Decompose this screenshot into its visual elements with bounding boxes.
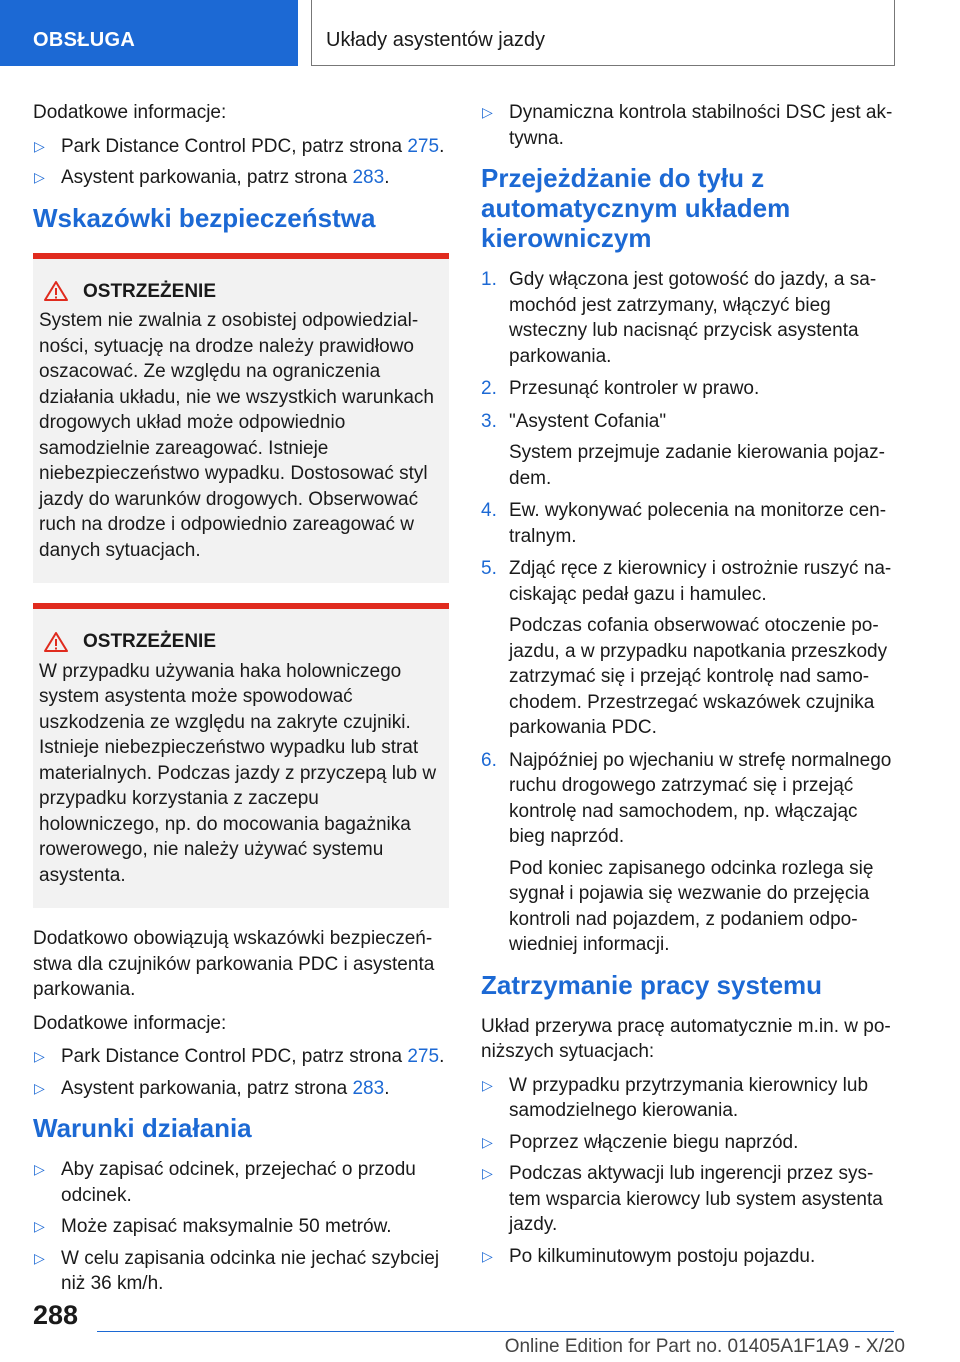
list-item: ▷ Asystent parkowania, patrz strona 283. [33,1076,449,1102]
list-item: ▷ Dynamiczna kontrola stabilności DSC jest aktywna. [482,102,893,149]
warning-text: W przypadku używania haka holowniczego system asystenta może spowodować uszkodzenia ze względu na zakryte czujniki. Istnieje niebezpieczeństwo wypadku lub strat materialnych. Podczas jazdy z przyczepą lub w przypadku korzystania z zaczepu holowniczego, np. do mocowania bagażnika rowerowego, nie należy używać systemu asystenta. [39,660,437,886]
warning-triangle-icon [43,631,69,653]
left-column [33,100,449,1305]
warning-triangle-icon [43,280,69,302]
conditions-heading: Warunki działania [33,1113,252,1143]
section-tab: OBSŁUGA [0,0,298,66]
page-link[interactable]: 283 [352,1077,385,1099]
warning-title: OSTRZEŻENIE [83,280,217,302]
footer-edition: Online Edition for Part no. 01405A1F1A9 - X/20 [504,1336,905,1357]
stop-heading: Zatrzymanie pracy systemu [481,969,823,1000]
list-item: ▷ Może zapisać maksymalnie 50 metrów. [33,1214,449,1240]
list-item: ▷ Po kilkuminutowym postoju pojazdu. [481,1244,897,1270]
warning-title-row [39,279,441,305]
info-list-1 [33,134,449,191]
page-header [0,0,960,66]
bullet-triangle-icon: ▷ [34,1218,45,1234]
bullet-triangle-icon: ▷ [482,104,493,120]
step-note: Pod koniec zapisanego odcinka rozlega się sygnał i pojawia się wezwanie do przejęcia kontroli nad pojazdem, z podaniem odpowiedniej informacji. [509,857,874,955]
step-item: 4. Ew. wykonywać polecenia na monitorze centralnym. [481,500,887,547]
stop-list [481,1073,897,1270]
bullet-triangle-icon: ▷ [482,1165,493,1181]
warning-title-row [39,629,441,655]
step-item: 5. Zdjąć ręce z kierownicy i ostrożnie ruszyć naciskając pedał gazu i hamulec. Podczas cofania obserwować otoczenie pojazdu, a w przypadku napotkania przeszkody zatrzymać się i przejąć kontrolę nad samochodem. Przestrzegać wskazówek czujnika parkowania PDC. [481,556,897,741]
conditions-list [33,1157,449,1297]
extra-safety-text: Dodatkowo obowiązują wskazówki bezpieczeństwa dla czujników parkowania PDC i asystenta parkowania. [33,928,435,1000]
list-item: ▷ Park Distance Control PDC, patrz strona 275. [33,1044,449,1070]
page-link[interactable]: 275 [407,1046,440,1067]
list-item: ▷ W przypadku przytrzymania kierownicy lub samodzielnego kierowania. [482,1074,869,1121]
stop-intro: Układ przerywa pracę automatycznie m.in. w poniższych sytuacjach: [481,1015,891,1062]
list-item: ▷ Asystent parkowania, patrz strona 283. [33,165,449,191]
page-link[interactable]: 275 [407,135,440,157]
bullet-triangle-icon: ▷ [34,1249,45,1266]
warning-title: OSTRZEŻENIE [83,631,217,652]
list-item: ▷ Park Distance Control PDC, patrz strona 275. [33,134,449,160]
dsc-list [481,100,897,151]
info-label: Dodatkowe informacje: [33,1012,227,1034]
step-item: 2. Przesunąć kontroler w prawo. [481,378,760,399]
bullet-triangle-icon: ▷ [34,1048,45,1064]
page-link[interactable]: 283 [352,167,385,188]
right-column [481,100,897,1277]
step-item: 1. Gdy włączona jest gotowość do jazdy, a samochód jest zatrzymany, włączyć bieg wsteczny lub nacisnąć przycisk asystenta parkowania. [481,269,877,367]
warning-box [33,603,449,908]
bullet-triangle-icon: ▷ [482,1247,493,1264]
bullet-triangle-icon: ▷ [34,169,45,185]
list-item: ▷ Poprzez włączenie biegu naprzód. [481,1130,897,1156]
safety-heading: Wskazówki bezpieczeństwa [33,202,376,233]
bullet-triangle-icon: ▷ [34,1079,45,1096]
bullet-triangle-icon: ▷ [34,137,45,154]
footer-divider [97,1331,894,1332]
bullet-triangle-icon: ▷ [482,1076,493,1093]
step-item: 6. Najpóźniej po wjechaniu w strefę normalnego ruchu drogowego zatrzymać się i przejąć kontrolę nad samochodem, np. włączając bieg naprzód. Pod koniec zapisanego odcinka rozlega się sygnał i pojawia się wezwanie do przejęcia kontroli nad pojazdem, z podaniem odpowiedniej informacji. [481,748,897,958]
page-number: 288 [33,1300,79,1330]
list-item: ▷ Podczas aktywacji lub ingerencji przez system wsparcia kierowcy lub system asystenta jazdy. [482,1163,883,1235]
step-item: 3. "Asystent Cofania" System przejmuje zadanie kierowania pojazdem. [481,409,897,492]
bullet-triangle-icon: ▷ [34,1161,45,1177]
warning-box [33,253,449,584]
warning-text: System nie zwalnia z osobistej odpowiedzialności, sytuację na drodze należy prawidłowo oszacować. Ze względu na ograniczenia działania układu, nie we wszystkich warunkach drogowych układ może odpowiednio samodzielnie zareagować. Istnieje niebezpieczeństwo wypadku. Dostosować styl jazdy do warunków drogowych. Obserwować ruch na drodze i odpowiednio zareagować w danych sytuacjach. [39,310,434,561]
info-label: Dodatkowe informacje: [33,102,227,123]
info-list-2 [33,1044,449,1101]
step-note: Podczas cofania obserwować otoczenie pojazdu, a w przypadku napotkania przeszkody zatrzymać się i przejąć kontrolę nad samochodem. Przestrzegać wskazówek czujnika parkowania PDC. [509,615,888,738]
list-item: ▷ Aby zapisać odcinek, przejechać o przodu odcinek. [34,1159,416,1206]
reverse-heading: Przejeżdżanie do tyłu z automatycznym układem kierowniczym [481,163,791,253]
chapter-title: Układy asystentów jazdy [311,0,895,66]
steps-list [481,267,897,958]
bullet-triangle-icon: ▷ [482,1133,493,1150]
list-item: ▷ W celu zapisania odcinka nie jechać szybciej niż 36 km/h. [34,1247,440,1294]
step-note: System przejmuje zadanie kierowania pojazdem. [509,442,885,489]
